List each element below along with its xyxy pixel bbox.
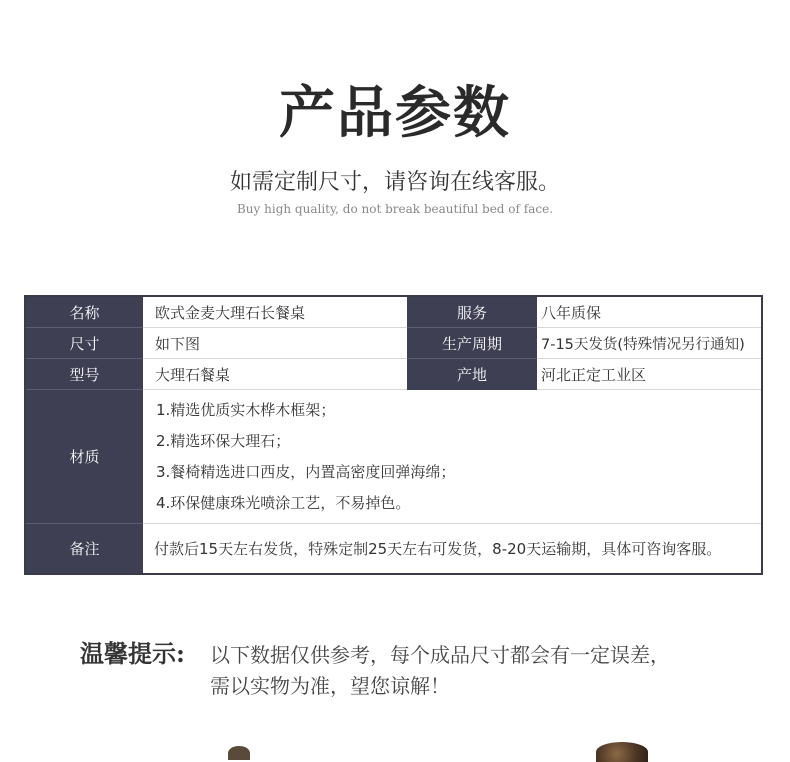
product-image-fragment-right (596, 742, 648, 762)
material-line-3: 3.餐椅精选进口西皮，内置高密度回弹海绵； (156, 462, 456, 481)
material-line-4: 4.环保健康珠光喷涂工艺，不易掉色。 (156, 493, 411, 512)
param-value-name: 欧式金麦大理石长餐桌 (143, 297, 407, 328)
param-value-model: 大理石餐桌 (143, 359, 407, 390)
tip-text-line-2: 需以实物为准，望您谅解！ (210, 674, 450, 698)
param-label-remark: 备注 (26, 524, 143, 573)
param-label-size: 尺寸 (26, 328, 143, 359)
product-parameter-table (24, 295, 763, 575)
param-label-production-cycle: 生产周期 (407, 328, 537, 359)
param-value-production-cycle: 7-15天发货(特殊情况另行通知) (537, 328, 761, 359)
param-label-name: 名称 (26, 297, 143, 328)
param-label-material: 材质 (26, 390, 143, 524)
custom-size-notice: 如需定制尺寸，请咨询在线客服。 (229, 170, 560, 195)
english-tagline: Buy high quality, do not break beautiful bed of face. (236, 202, 554, 216)
param-label-service: 服务 (407, 297, 537, 328)
param-value-material (143, 390, 761, 524)
page-title: 产品参数 (279, 80, 511, 146)
product-image-fragment-left (228, 746, 250, 760)
param-label-model: 型号 (26, 359, 143, 390)
param-value-service: 八年质保 (537, 297, 761, 328)
material-line-1: 1.精选优质实木桦木框架； (156, 400, 336, 419)
param-value-size: 如下图 (143, 328, 407, 359)
param-value-origin: 河北正定工业区 (537, 359, 761, 390)
tip-text-line-1: 以下数据仅供参考，每个成品尺寸都会有一定误差， (210, 643, 670, 667)
param-value-remark: 付款后15天左右发货，特殊定制25天左右可发货，8-20天运输期，具体可咨询客服。 (143, 524, 761, 573)
material-line-2: 2.精选环保大理石； (156, 431, 291, 450)
tip-title: 温馨提示: (80, 639, 185, 668)
param-label-origin: 产地 (407, 359, 537, 390)
